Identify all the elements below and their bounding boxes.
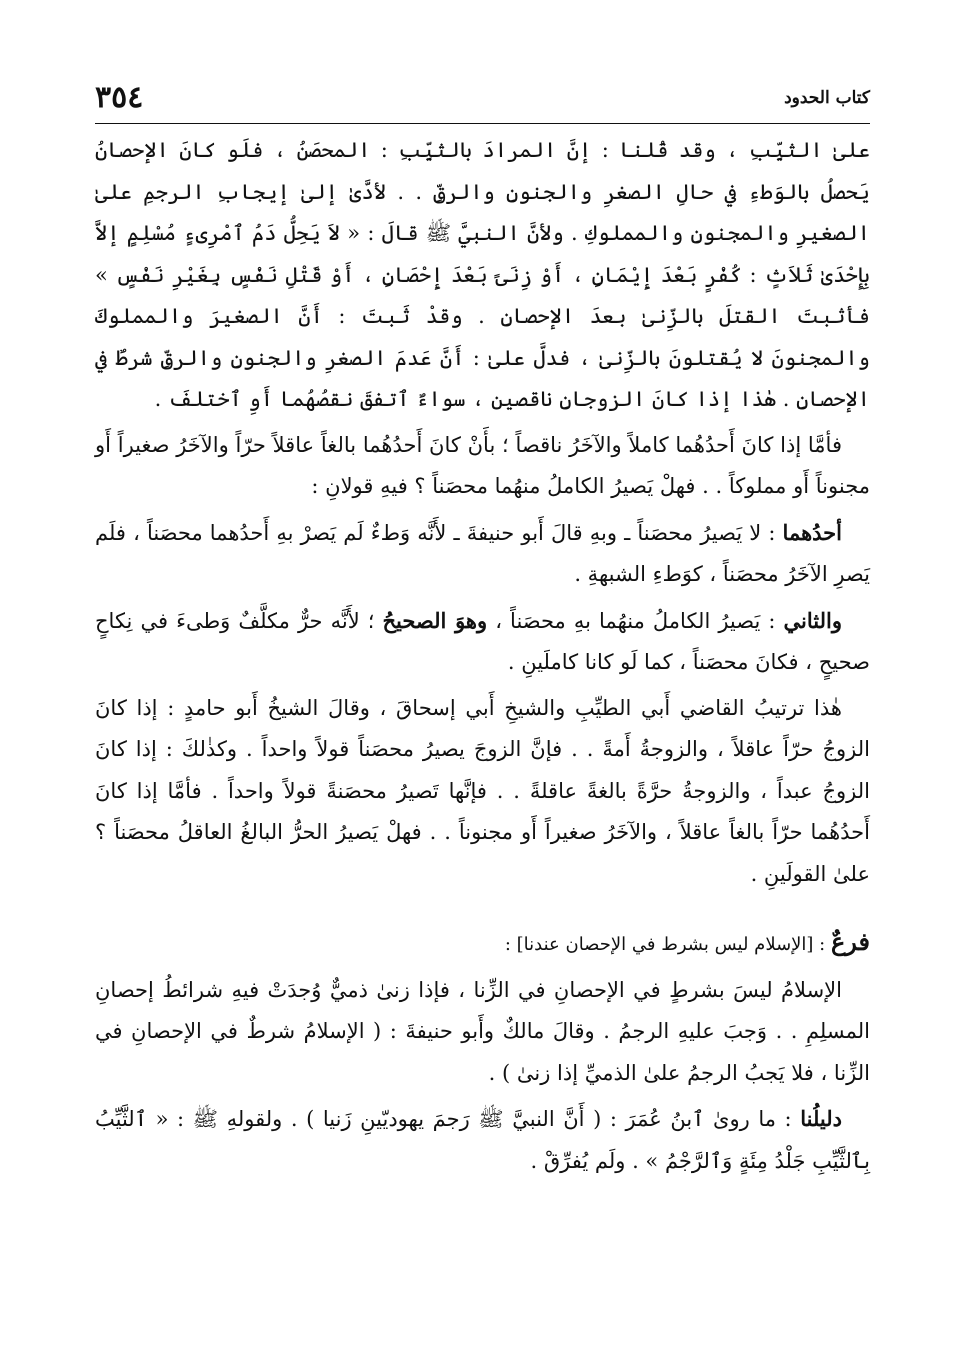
dalil-lead: دليلُنا — [800, 1106, 842, 1131]
branch-title: : [الإسلام ليس بشرط في الإحصان عندنا] : — [504, 934, 831, 955]
second-opinion-text-a: : يَصيرُ الكاملُ منهُما بهِ محصَناً ، — [487, 608, 784, 633]
paragraph-dalil — [95, 1098, 870, 1182]
book-page — [95, 78, 870, 1348]
running-head: كتاب الحدود — [784, 88, 870, 108]
header-rule — [95, 123, 870, 124]
paragraph-one-complete: فأمَّا إذا كانَ أَحدُهُما كاملاً والآخَرُ ناقصاً ؛ بأَنْ كانَ أَحدُهُما بالغاً عاقلاً حرّاً والآخَرُ صغيراً أَو مجنوناً أَو مملوكاً . . فهلْ يَصيرُ الكاملُ منهُما محصَناً ؟ فيهِ قولانِ : — [95, 432, 870, 498]
sahih-label: وهوَ الصحيحُ — [382, 607, 488, 633]
paragraph-first-opinion — [95, 512, 870, 596]
page-number: ٣٥٤ — [95, 80, 144, 115]
paragraph-islam: الإسلامُ ليسَ بشرطٍ في الإحصانِ في الزِّنا ، فإذا زنىٰ ذميٌّ وُجدَتْ فيهِ شرائطُ إحصانِ المسلِمِ . . وَجبَ عليهِ الرجمُ . وقالَ مالكٌ وأَبو حنيفةَ : ( الإسلامُ شرطٌ في الإحصانِ في الزِّنا ، فلا يَجبُ الرجمُ علىٰ الذميِّ إذا زنىٰ ) . — [95, 977, 870, 1085]
first-opinion-lead: أحدُهما — [782, 519, 842, 545]
paragraph-tartib: هٰذا ترتيبُ القاضي أَبي الطيِّبِ والشيخِ أَبي إسحاقَ ، وقالَ الشيخُ أَبو حامدٍ : إذا كانَ الزوجُ حرّاً عاقلاً ، والزوجةُ أَمةً . . فإنَّ الزوجَ يصيرُ محصَناً قولاً واحداً . وكذٰلكَ : إذا كانَ الزوجُ عبداً ، والزوجةُ حرَّةً بالغةً عاقلةً . . فإنَّها تَصيرُ محصَنةً قولاً واحداً . فأمَّا إذا كانَ أَحدُهُما حرّاً بالغاً عاقلاً ، والآخَرُ صغيراً أَو مجنوناً . . فهلْ يَصيرُ الحرُّ البالغُ العاقلُ محصَناً ؟ علىٰ القولَينِ . — [95, 695, 871, 886]
paragraph-thayyib: علىٰ الثيِّبِ ، وقد قُلنا : إنَّ المرادَ بالثيِّبِ : المحصَنُ ، فلَو كانَ الإحصانُ يَحصلُ بالوَطءِ في حالِ الصغرِ والجنونِ والرقِّ . . لأدَّىٰ إلىٰ إيجابِ الرجمِ علىٰ الصغيرِ والمجنونِ والمملوكِ . ولأنَّ النبيَّ ﷺ قالَ : « لاَ يَحِلُّ دَمُ ٱمْرِىءٍ مُسْلِمٍ إلاَّ بِإِحْدَىٰ ثَلاَثٍ : كُفْرٍ بَعْدَ إِيْمَانٍ ، أَوْ زِنَىً بَعْدَ إِحْصَانٍ ، أَوْ قَتْلِ نَفْسٍ بِغَيْرِ نَفْسٍ » فأثبتَ القتلَ بالزِّنىٰ بعدَ الإحصانِ . وقدْ ثَبتَ : أَنَّ الصغيرَ والمملوكَ والمجنونَ لا يُقتلونَ بالزِّنىٰ ، فدلَّ علىٰ : أَنَّ عَدمَ الصغرِ والجنونِ والرقِّ شرطٌ في الإحصانِ . هٰذا إذا كانَ الزوجانِ ناقصين ، سواءٌ ٱتفقَ نقصُهُما أَوِ ٱختلفَ . — [95, 138, 870, 411]
page-body — [95, 130, 870, 1186]
branch-word: فرعٌ — [830, 927, 870, 956]
first-opinion-text: : لا يَصيرُ محصَناً ـ وبهِ قالَ أَبو حنيفةَ ـ لأَنَّه وَطءٌ لَم يَصرْ بهِ أَحدُهما محصَناً ، فلَم يَصرِ الآخَرُ محصَناً ، كوَطءِ الشبهةِ . — [95, 520, 870, 586]
branch-heading — [95, 921, 870, 966]
second-opinion-lead: والثاني — [783, 607, 842, 633]
second-opinion-text-b: ؛ لأَنَّه حرٌّ مكلَّفٌ وَطىءَ في نِكاحٍ صحيحٍ ، فكانَ محصَناً ، كما لَو كانا كاملَينِ . — [95, 608, 870, 674]
paragraph-second-opinion — [95, 600, 870, 684]
page-header — [95, 78, 870, 122]
dalil-text: : ما روىٰ ٱبنُ عُمَرَ : ( أَنَّ النبيَّ ﷺ رَجمَ يهوديّينِ زَنيا ) . ولقولهِ ﷺ : « ٱلثَّيِّبُ بِٱلثَّيِّبِ جَلْدُ مِئَةٍ وَٱلرَّجْمُ » . ولَم يُفرِّقْ . — [95, 1107, 870, 1173]
